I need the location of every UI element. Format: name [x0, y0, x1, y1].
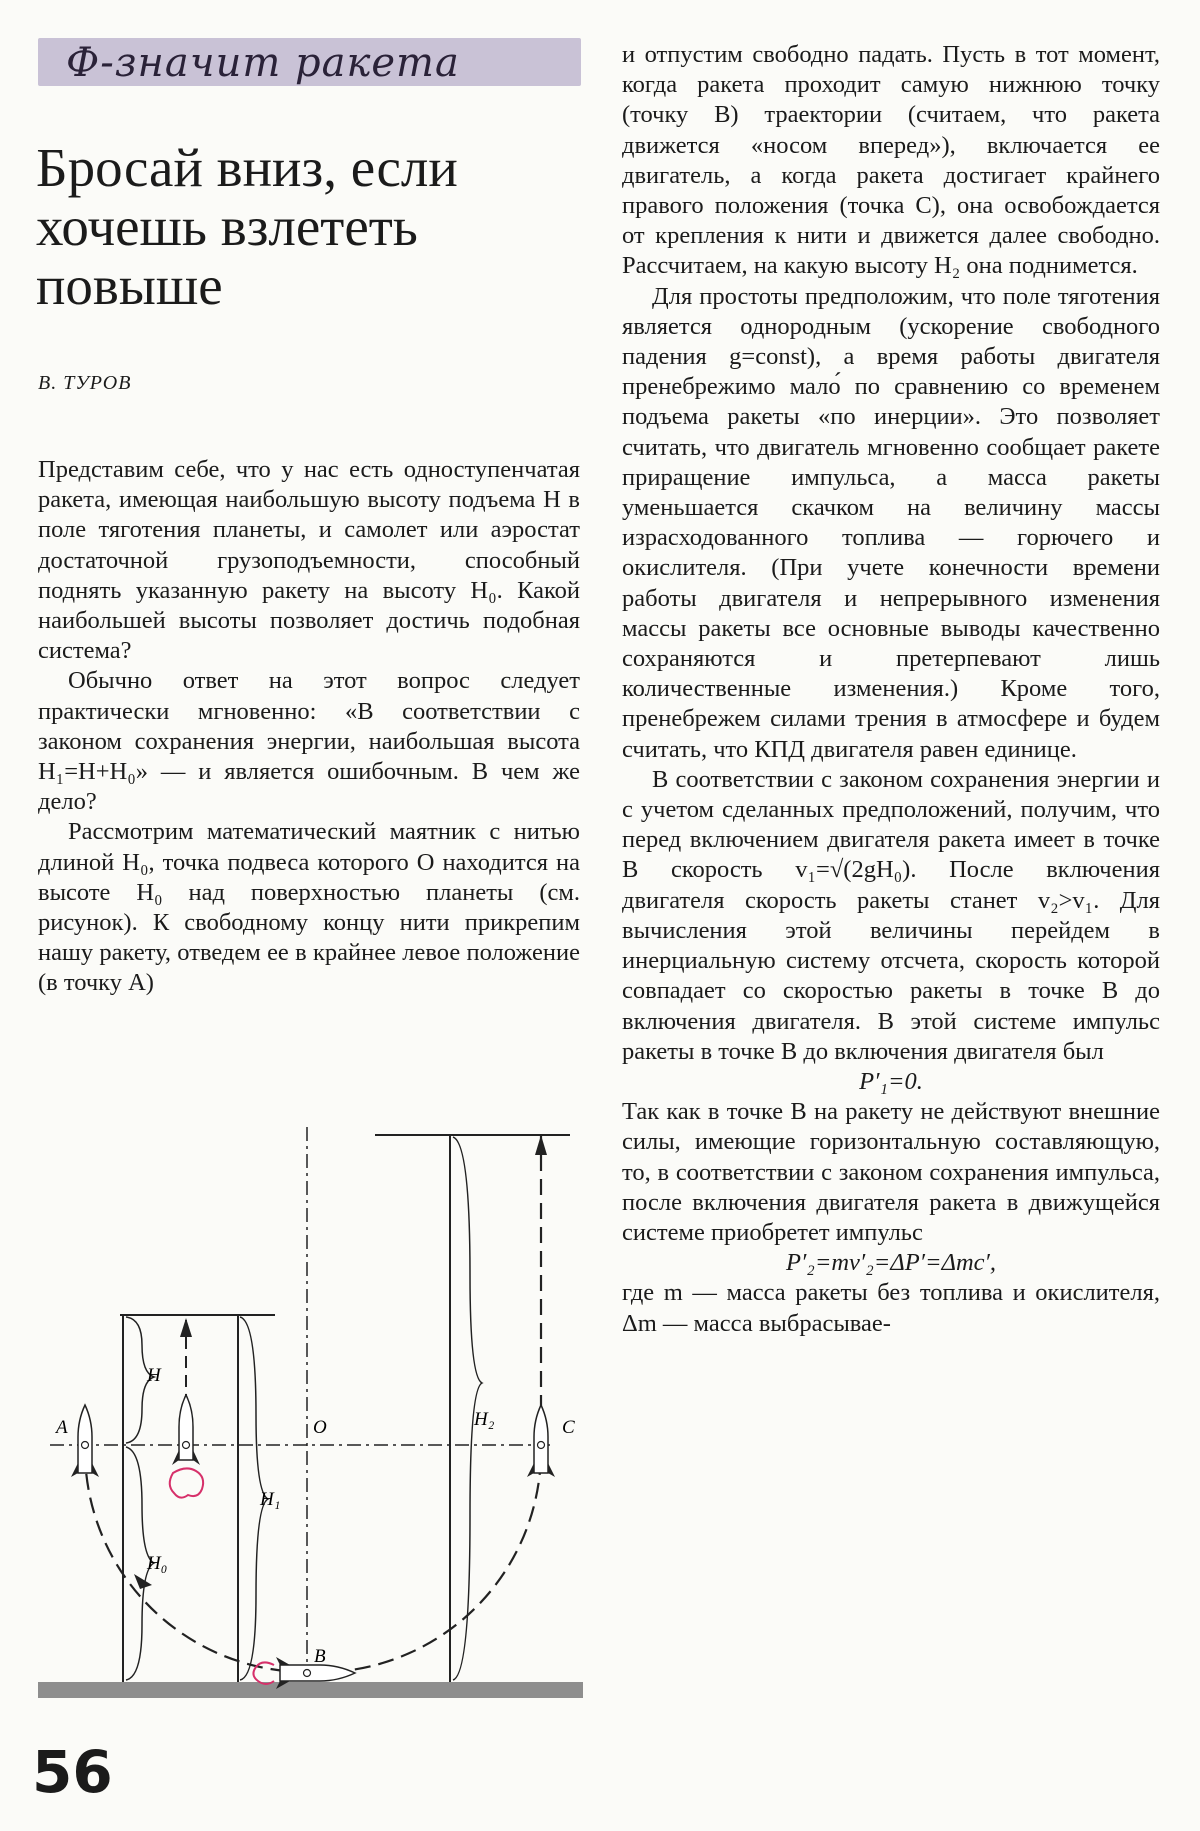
article-title: Бросай вниз, если хочешь взлететь повыше — [36, 137, 458, 316]
label-o: O — [313, 1417, 327, 1438]
label-h0: H₀ — [147, 1553, 168, 1574]
paragraph: В соответствии с законом сохранения энергии и с учетом сделанных предположений, получим, что перед включением двигателя ракета имеет в точке B скорость v₁=√(2gH₀). После включения двигателя скорость ракеты станет v₂>v₁. Для вычисления этой величины перейдем в инерциальную систему отсчета, скорость которой совпадает со скоростью ракеты в точке B до включения двигателя. В этой системе импульс ракеты в точке B до включения двигателя был — [622, 765, 1160, 1065]
paragraph: где m — масса ракеты без топлива и окислителя, Δm — масса выбрасывае- — [622, 1279, 1160, 1337]
paragraph: Обычно ответ на этот вопрос следует практически мгновенно: «В соответствии с законом сохранения энергии, наибольшая высота H₁=H+H₀» — и является ошибочным. В чем же дело? — [38, 667, 580, 816]
section-badge-text: Ф-значит ракета — [66, 40, 460, 86]
rocket-c — [527, 1405, 555, 1477]
label-a: A — [56, 1417, 68, 1438]
paragraph: Для простоты предположим, что поле тяготения является однородным (ускорение свободного падения g=const), а время работы двигателя пренебрежимо мало́ по сравнению со временем подъема ракеты «по инерции». Это позволяет считать, что двигатель мгновенно сообщает ракете приращение импульса, а масса ракеты уменьшается скачком на величину массы израсходованного топлива — горючего и окислителя. (При учете конечности времени работы двигателя и непрерывного изменения массы ракеты все основные выводы качественно сохраняются и претерпевают лишь количественные изменения.) Кроме того, пренебрежем силами трения в атмосфере и будем считать, что КПД двигателя равен единице. — [622, 282, 1160, 763]
page-number: 56 — [32, 1738, 113, 1806]
trajectory-fall — [85, 1450, 307, 1672]
ground — [38, 1682, 583, 1698]
section-badge — [38, 38, 581, 86]
label-b: B — [314, 1646, 326, 1667]
arrow-up-h — [180, 1318, 192, 1337]
arrow-up-c — [535, 1135, 547, 1155]
paragraph: Представим себе, что у нас есть одноступенчатая ракета, имеющая наибольшую высоту подъема H в поле тяготения планеты, и самолет или аэростат достаточной грузоподъемности, способный поднять указанную ракету на высоту H₀. Какой наибольшей высоты позволяет достичь подобная система? — [38, 456, 580, 665]
label-h: H — [147, 1365, 161, 1386]
paragraph: и отпустим свободно падать. Пусть в тот момент, когда ракета проходит самую нижнюю точку (точку B) траектории (считаем, что ракета движется «носом вперед»), включается ее двигатель, а когда ракета достигает крайнего правого положения (точка C), она освобождается от крепления к нити и движется далее свободно. Рассчитаем, на какую высоту H₂ она поднимется. — [622, 41, 1160, 280]
trajectory-rise — [307, 1450, 541, 1672]
equation: P′₂=mv′₂=ΔP′=Δmc′, — [785, 1249, 997, 1277]
author: В. ТУРОВ — [38, 372, 132, 394]
label-h2: H₂ — [474, 1409, 495, 1430]
paragraph: Рассмотрим математический маятник с нитью длиной H₀, точка подвеса которого O находится на высоте H₀ над поверхностью планеты (см. рисунок). К свободному концу нити прикрепим нашу ракету, отведем ее в крайнее левое положение (в точку A) — [38, 818, 580, 997]
label-h1: H₁ — [260, 1489, 281, 1510]
rocket-h — [170, 1395, 203, 1498]
paragraph: Так как в точке B на ракету не действуют внешние силы, имеющие горизонтальную составляющую, то, в соответствии с законом сохранения импульса, после включения двигателя ракета в движущейся системе приобретет импульс — [622, 1098, 1160, 1246]
left-column — [38, 455, 580, 999]
equation: P′₁=0. — [859, 1067, 923, 1095]
label-c: C — [562, 1417, 575, 1438]
right-column — [622, 40, 1160, 1339]
pendulum-rocket-diagram — [30, 1115, 590, 1735]
arrow-fall — [134, 1574, 152, 1589]
rocket-a — [71, 1405, 99, 1477]
